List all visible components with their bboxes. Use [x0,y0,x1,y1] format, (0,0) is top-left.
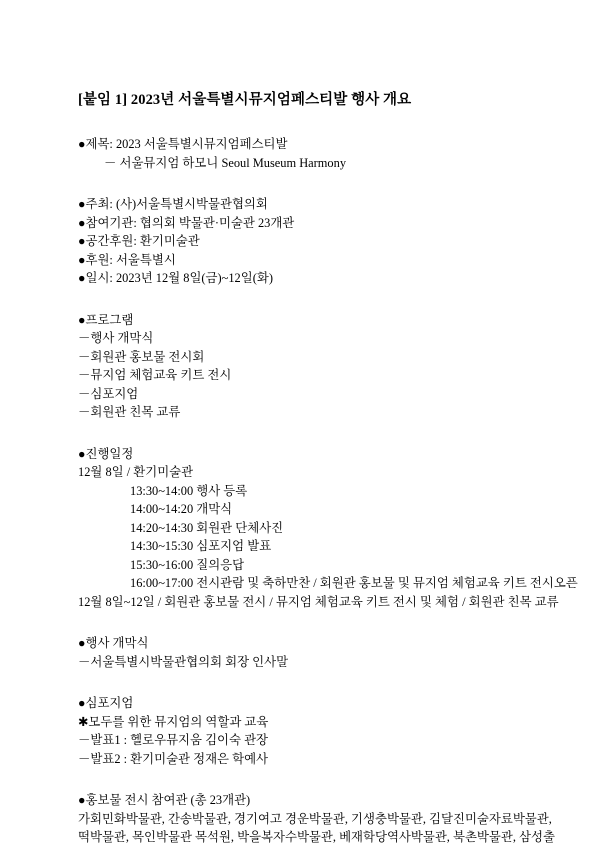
schedule-row: 15:30~16:00 질의응답 [130,557,245,572]
program-item: －행사 개막식 [78,331,154,345]
subject-subline: － 서울뮤지엄 하모니 Seoul Museum Harmony [104,155,347,170]
program-heading: ●프로그램 [78,312,134,327]
symposium-subheading: ✱모두를 위한 뮤지엄의 역할과 교육 [78,714,269,729]
program-item: －회원관 홍보물 전시회 [78,349,205,364]
document-title: [붙임 1] 2023년 서울특별시뮤지엄페스티발 행사 개요 [78,92,412,108]
schedule-day-header: 12월 8일 / 환기미술관 [78,465,194,479]
subject-block [78,135,548,172]
participants-block [78,791,555,847]
info-item-venue-sponsor: ●공간후원: 환기미술관 [78,234,200,248]
document-body [78,88,578,849]
program-item: －심포지엄 [78,386,139,401]
schedule-row: 13:30~14:00 행사 등록 [130,483,248,498]
schedule-footer: 12월 8일~12일 / 회원관 홍보물 전시 / 뮤지엄 체험교육 키트 전시 및 체험 / 회원관 친목 교류 [78,594,559,609]
schedule-row: 14:00~14:20 개막식 [130,502,233,516]
program-item: －뮤지엄 체험교육 키트 전시 [78,368,232,382]
subject-line: ●제목: 2023 서울특별시뮤지엄페스티발 [78,137,288,151]
info-block [78,195,548,288]
opening-item: －서울특별시박물관협의회 회장 인사말 [78,654,289,669]
participants-line: 떡박물관, 목인박물관 목석원, 박을복자수박물관, 베재학당역사박물관, 북촌박물관, 삼성출 [78,830,555,844]
symposium-block [78,694,548,768]
schedule-row: 14:30~15:30 심포지엄 발표 [130,539,272,553]
info-item-participating-orgs: ●참여기관: 협의회 박물관·미술관 23개관 [78,215,295,230]
schedule-row: 14:20~14:30 회원관 단체사진 [130,520,284,535]
symposium-heading: ●심포지엄 [78,696,134,710]
schedule-block [78,445,578,612]
symposium-item: －발표2 : 환기미술관 정재은 학예사 [78,751,269,766]
info-item-host: ●주최: (사)서울특별시박물관협의회 [78,197,268,211]
opening-heading: ●행사 개막식 [78,636,149,650]
info-item-sponsor: ●후원: 서울특별시 [78,252,176,267]
info-item-date: ●일시: 2023년 12월 8일(금)~12일(화) [78,271,273,285]
participants-line: 가회민화박물관, 간송박물관, 경기여고 경운박물관, 기생충박물관, 김달진미술자료박물관, [78,811,552,826]
symposium-item: －발표1 : 헬로우뮤지움 김이숙 관장 [78,733,269,747]
schedule-row: 16:00~17:00 전시관람 및 축하만찬 / 회원관 홍보물 및 뮤지엄 체험교육 키트 전시오픈 [130,576,578,590]
schedule-heading: ●진행일정 [78,446,134,461]
program-item: －회원관 친목 교류 [78,405,181,419]
opening-ceremony-block [78,634,548,671]
participants-heading: ●홍보물 전시 참여관 (총 23개관) [78,793,251,807]
program-block [78,311,548,422]
